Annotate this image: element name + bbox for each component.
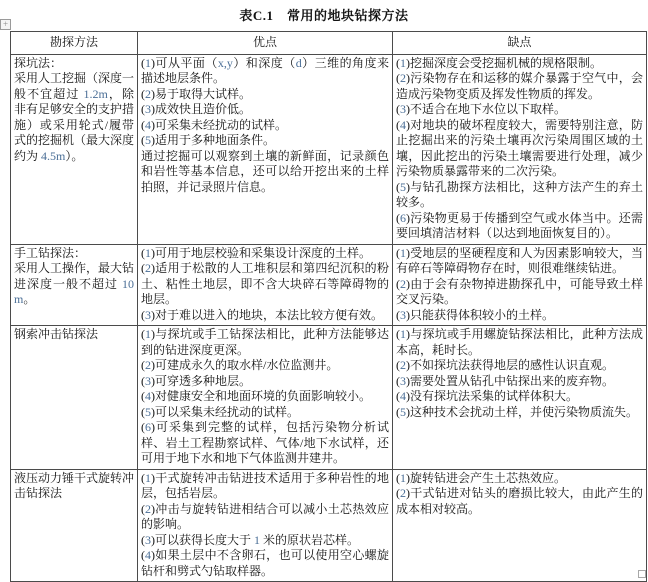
latin-text: x,y — [217, 55, 233, 70]
latin-text: 3 — [145, 307, 151, 322]
cell-paragraph: (1)干式旋转冲击钻进技术适用于多种岩性的地层，包括岩层。 — [141, 470, 389, 500]
latin-text: 4 — [400, 389, 406, 403]
advantages-cell — [138, 326, 393, 470]
column-header-advantages: 优点 — [138, 32, 393, 55]
latin-text: d — [295, 55, 302, 70]
cell-paragraph: (3)可以获得长度大于 1 米的原状岩芯样。 — [141, 532, 360, 547]
cell-paragraph: (5)这种技术会扰动土样，并使污染物质流失。 — [396, 404, 638, 419]
cell-paragraph: (5)可以采集未经扰动的试样。 — [141, 404, 299, 419]
latin-text: 5 — [145, 404, 151, 419]
cell-paragraph: 手工钻探法： — [14, 245, 87, 260]
latin-text: 5 — [145, 133, 151, 147]
latin-text: 1.2m — [83, 86, 108, 101]
cell-paragraph: (4)没有探坑法采集的试样体积大。 — [396, 389, 578, 403]
method-cell — [11, 326, 138, 470]
latin-text: 1 — [400, 470, 406, 485]
latin-text: 1 — [400, 327, 406, 341]
latin-text: 2 — [145, 86, 151, 101]
cell-paragraph: (2)易于取得大试样。 — [141, 86, 251, 101]
cell-paragraph: (6)可采集到完整的试样，包括污染物分析试样、岩土工程勘察试样、气体/地下水试样，还可用于地下水和地下气体监测井建井。 — [141, 420, 389, 465]
latin-text: 3 — [400, 307, 406, 322]
latin-text: 3 — [145, 373, 151, 388]
cell-paragraph: (3)需要处置从钻孔中钻探出来的废弃物。 — [396, 373, 614, 388]
disadvantages-cell — [393, 469, 647, 582]
latin-text: 5 — [400, 404, 406, 419]
latin-text: 5 — [400, 179, 406, 194]
latin-text: 3 — [400, 102, 406, 116]
table-resize-handle-icon[interactable] — [638, 570, 646, 578]
cell-paragraph: (2)适用于松散的人工堆积层和第四纪沉积的粉土、粘性土地层，即不含大块碎石等障碍物的地层。 — [141, 261, 389, 306]
latin-text: 2 — [400, 71, 406, 85]
latin-text: 1 — [145, 55, 151, 70]
advantages-cell — [138, 469, 393, 582]
latin-text: 6 — [145, 420, 151, 434]
latin-text: 2 — [145, 358, 151, 372]
advantages-cell — [138, 54, 393, 244]
cell-paragraph: (1)挖掘深度会受挖掘机械的规格限制。 — [396, 55, 602, 70]
latin-text: 1 — [254, 532, 260, 547]
latin-text: 2 — [145, 261, 151, 275]
cell-paragraph: (1)可用于地层校验和采集设计深度的土样。 — [141, 245, 371, 260]
disadvantages-cell — [393, 54, 647, 244]
latin-text: 1 — [400, 245, 406, 260]
method-cell — [11, 244, 138, 326]
latin-text: 1 — [400, 55, 406, 70]
table-move-handle-icon[interactable] — [0, 19, 11, 30]
column-header-method: 勘探方法 — [11, 32, 138, 55]
table-row — [11, 469, 647, 582]
table-body — [11, 54, 647, 582]
table-row — [11, 326, 647, 470]
latin-text: 3 — [145, 102, 151, 116]
latin-text: 4.5m — [41, 148, 66, 163]
cell-paragraph: (1)旋转钻进会产生土芯热效应。 — [396, 470, 566, 485]
cell-paragraph: (3)只能获得体积较小的土样。 — [396, 307, 554, 322]
cell-paragraph: (1)与探坑或手用螺旋钻探法相比，此种方法成本高，耗时长。 — [396, 327, 643, 357]
table-row — [11, 244, 647, 326]
cell-paragraph: (6)污染物更易于传播到空气或水体当中。还需要回填清洁材料（以达到地面恢复目的）。 — [396, 210, 643, 240]
cell-paragraph: 通过挖掘可以观察到土壤的新鲜面，记录颜色和岩性等基本信息，还可以给开挖出来的土样拍照，并记录照片信息。 — [141, 148, 389, 194]
latin-text: 1 — [145, 470, 151, 485]
latin-text: 1 — [145, 327, 151, 341]
cell-paragraph: (2)干式钻进对钻头的磨损比较大，由此产生的成本相对较高。 — [396, 486, 643, 516]
cell-paragraph: (2)由于会有杂物掉进勘探孔中，可能导致土样交叉污染。 — [396, 276, 643, 306]
cell-paragraph: 探坑法： — [14, 55, 63, 70]
disadvantages-cell — [393, 326, 647, 470]
cell-paragraph: (5)适用于多种地面条件。 — [141, 133, 275, 147]
column-header-disadvantages: 缺点 — [393, 32, 647, 55]
cell-paragraph: 采用人工操作，最大钻进深度一般不超过 10m。 — [14, 261, 135, 306]
latin-text: 2 — [400, 486, 406, 500]
latin-text: 4 — [145, 548, 151, 562]
cell-paragraph: (2)可建成永久的取水样/水位监测井。 — [141, 358, 339, 372]
cell-paragraph: 钢索冲击钻探法 — [14, 327, 99, 341]
latin-text: 3 — [400, 373, 406, 388]
cell-paragraph: (2)不如探坑法获得地层的感性认识直观。 — [396, 358, 614, 372]
cell-paragraph: (2)冲击与旋转钻进相结合可以减小土芯热效应的影响。 — [141, 501, 389, 531]
cell-paragraph: (3)成效快且造价低。 — [141, 102, 251, 116]
latin-text: 4 — [145, 389, 151, 403]
cell-paragraph: (4)可采集未经扰动的试样。 — [141, 117, 287, 132]
cell-paragraph: (3)可穿透多种地层。 — [141, 373, 251, 388]
method-cell — [11, 54, 138, 244]
disadvantages-cell — [393, 244, 647, 326]
latin-text: 4 — [400, 117, 406, 132]
latin-text: 10m — [14, 276, 134, 306]
cell-paragraph: (4)对健康安全和地面环境的负面影响较小。 — [141, 389, 371, 403]
latin-text: 4 — [145, 117, 151, 132]
latin-text: 1 — [145, 245, 151, 260]
latin-text: 2 — [400, 276, 406, 291]
cell-paragraph: (2)污染物存在和运移的媒介暴露于空气中，会造成污染物变质及挥发性物质的挥发。 — [396, 71, 643, 101]
latin-text: 3 — [145, 532, 151, 547]
cell-paragraph: (4)如果土层中不含卵石，也可以使用空心螺旋钻杆和劈式勺钻取样器。 — [141, 548, 389, 578]
latin-text: 2 — [145, 501, 151, 516]
cell-paragraph: 液压动力锤干式旋转冲击钻探法 — [14, 470, 135, 500]
cell-paragraph: (3)对于难以进入的地块，本法比较方便有效。 — [141, 307, 383, 322]
page-title: 表C.1 常用的地块钻探方法 — [239, 8, 409, 23]
header-row — [11, 32, 647, 55]
cell-paragraph: (3)不适合在地下水位以下取样。 — [396, 102, 566, 116]
advantages-cell — [138, 244, 393, 326]
method-cell — [11, 469, 138, 582]
cell-paragraph: (1)受地层的坚硬程度和人为因素影响较大，当有碎石等障碍物存在时，则很难继续钻进。 — [396, 245, 643, 275]
latin-text: 6 — [400, 210, 406, 225]
cell-paragraph: (5)与钻孔勘探方法相比，这种方法产生的弃土较多。 — [396, 179, 643, 209]
cell-paragraph: (1)可从平面（x,y）和深度（d）三维的角度来描述地层条件。 — [141, 55, 389, 85]
cell-paragraph: (4)对地块的破坏程度较大，需要特别注意，防止挖掘出来的污染土壤再次污染周围区域的土壤，因此挖出的污染土壤需要进行处理，减少污染物质暴露带来的二次污染。 — [396, 117, 643, 178]
table-row — [11, 54, 647, 244]
cell-paragraph: 采用人工挖掘（深度一般不宜超过 1.2m，除非有足够安全的支护措施）或采用轮式/履带式的挖掘机（最大深度约为 4.5m）。 — [14, 71, 135, 163]
cell-paragraph: (1)与探坑或手工钻探法相比，此种方法能够达到的钻进深度更深。 — [141, 327, 389, 357]
latin-text: 2 — [400, 358, 406, 372]
drilling-methods-table — [10, 31, 647, 582]
